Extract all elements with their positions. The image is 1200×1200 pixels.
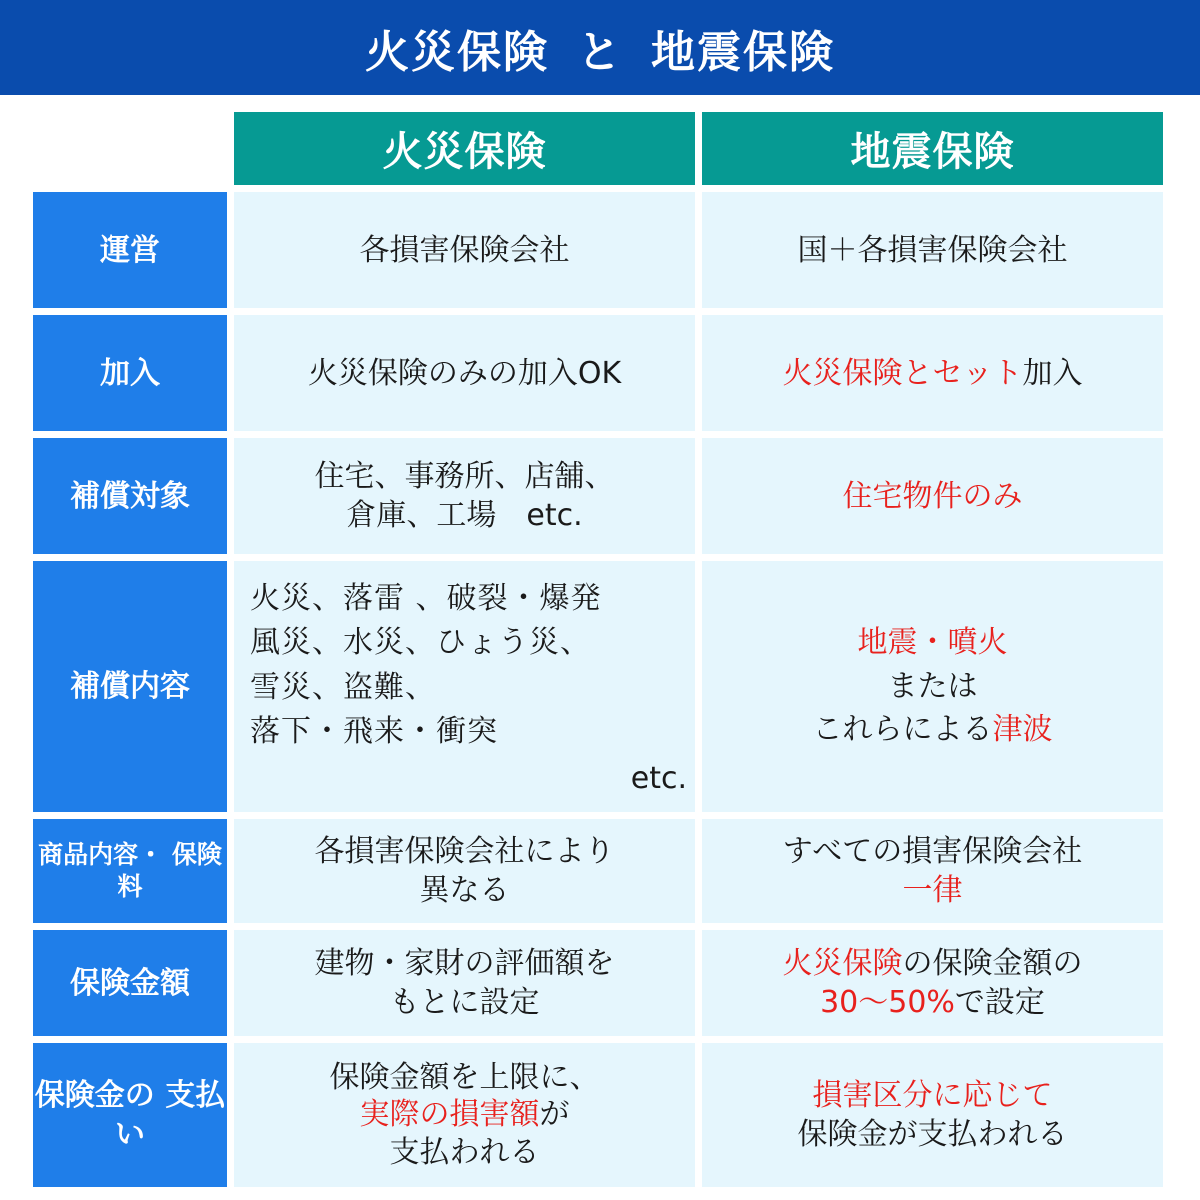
row-header-coverage-target: 補償対象 xyxy=(33,438,227,554)
fire-content-line3: 雪災、盗難、 xyxy=(250,669,436,705)
quake-amount-line2-rest: で設定 xyxy=(954,985,1045,1020)
title-quake: 地震保険 xyxy=(651,26,835,78)
row-header-payout-line1: 保険金の xyxy=(34,1078,155,1113)
title-fire: 火災保険 xyxy=(365,26,549,78)
quake-enrollment-highlight: 火災保険とセット xyxy=(782,355,1023,391)
cell-fire-product-premium xyxy=(234,819,695,923)
cell-fire-insured-amount xyxy=(234,930,695,1036)
fire-payout-line2-rest: が xyxy=(539,1097,570,1133)
quake-product-line2: 一律 xyxy=(902,873,963,908)
quake-amount-fire-ref: 火災保険 xyxy=(782,946,903,981)
page-title xyxy=(0,0,1200,95)
column-header-quake: 地震保険 xyxy=(702,112,1163,185)
fire-target-line1: 住宅、事務所、店舗、 xyxy=(314,459,615,494)
fire-content-line2: 風災、水災、ひょう災、 xyxy=(250,625,591,661)
cell-quake-payout xyxy=(702,1043,1163,1187)
quake-amount-percent: 30〜50% xyxy=(820,985,955,1020)
quake-payout-line1: 損害区分に応じて xyxy=(812,1078,1053,1113)
fire-content-line1: 火災、落雷 、破裂・爆発 xyxy=(250,581,602,616)
quake-product-line1: すべての損害保険会社 xyxy=(782,834,1083,869)
fire-product-line1: 各損害保険会社により xyxy=(314,834,615,869)
row-header-product-premium xyxy=(33,819,227,923)
cell-quake-enrollment xyxy=(702,315,1163,431)
quake-amount-line1-rest: の保険金額の xyxy=(902,946,1083,981)
row-header-product-line1: 商品内容・ xyxy=(38,839,164,869)
quake-enrollment-rest: 加入 xyxy=(1022,355,1083,391)
fire-payout-line3: 支払われる xyxy=(389,1134,540,1170)
column-header-fire: 火災保険 xyxy=(234,112,695,185)
cell-quake-product-premium xyxy=(702,819,1163,923)
quake-content-line2: または xyxy=(887,668,978,704)
row-header-enrollment: 加入 xyxy=(33,315,227,431)
row-header-payout xyxy=(33,1043,227,1187)
fire-amount-line1: 建物・家財の評価額を xyxy=(314,946,615,981)
row-header-payout-line2: 支払い xyxy=(115,1078,226,1152)
fire-amount-line2: もとに設定 xyxy=(389,985,540,1020)
quake-content-line1: 地震・噴火 xyxy=(857,625,1008,661)
quake-payout-line2: 保険金が支払われる xyxy=(797,1117,1068,1152)
cell-quake-coverage-content xyxy=(702,561,1163,812)
row-header-operation: 運営 xyxy=(33,192,227,308)
cell-quake-coverage-target: 住宅物件のみ xyxy=(702,438,1163,554)
row-header-product-line2: 保険料 xyxy=(117,839,222,901)
row-header-insured-amount: 保険金額 xyxy=(33,930,227,1036)
cell-quake-insured-amount xyxy=(702,930,1163,1036)
fire-content-line4: 落下・飛来・衝突 xyxy=(250,714,498,750)
cell-fire-enrollment: 火災保険のみの加入OK xyxy=(234,315,695,431)
fire-product-line2: 異なる xyxy=(419,873,510,908)
cell-fire-coverage-target xyxy=(234,438,695,554)
cell-fire-coverage-content xyxy=(234,561,695,812)
fire-payout-actual-loss: 実際の損害額 xyxy=(359,1097,540,1133)
cell-fire-operation: 各損害保険会社 xyxy=(234,192,695,308)
title-conjunction: と xyxy=(577,26,623,78)
quake-content-tsunami: 津波 xyxy=(992,712,1053,748)
cell-quake-operation: 国＋各損害保険会社 xyxy=(702,192,1163,308)
fire-payout-line1: 保険金額を上限に、 xyxy=(329,1059,600,1095)
cell-fire-payout xyxy=(234,1043,695,1187)
fire-target-line2: 倉庫、工場 etc. xyxy=(346,498,583,533)
fire-content-etc: etc. xyxy=(630,761,687,796)
row-header-coverage-content: 補償内容 xyxy=(33,561,227,812)
quake-content-line3: これらによる xyxy=(812,712,993,748)
